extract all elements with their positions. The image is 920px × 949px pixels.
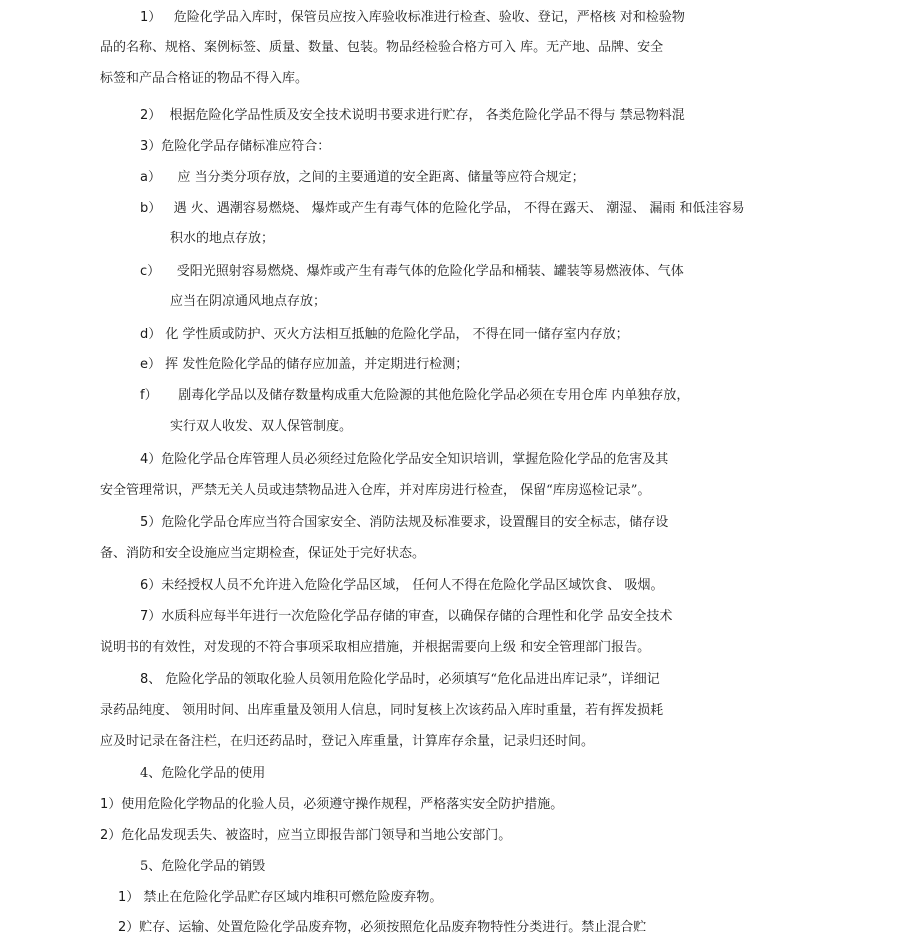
paragraph-3-number: 3）: [140, 139, 162, 154]
paragraph-1-line-3: 标签和产品合格证的物品不得入库。: [100, 71, 309, 86]
item-d-mark: d）: [140, 327, 162, 342]
paragraph-1-line-2: 品的名称、规格、案例标签、质量、数量、包装。物品经检验合格方可入 库。无产地、品牌、安全: [100, 40, 664, 55]
paragraph-7-number: 7）: [140, 609, 162, 624]
section-5-item-2-number: 2）: [118, 920, 140, 935]
paragraph-2-text: 根据危险化学品性质及安全技术说明书要求进行贮存， 各类危险化学品不得与 禁忌物料混: [169, 108, 685, 123]
section-4-item-2-number: 2）: [100, 828, 122, 843]
paragraph-1-number: 1）: [140, 10, 162, 25]
paragraph-3-text: 危险化学品存储标准应符合：: [161, 139, 331, 154]
paragraph-8-line-2: 录药品纯度、 领用时间、出库重量及领用人信息，同时复核上次该药品入库时重量，若有挥发损耗: [100, 703, 664, 718]
section-4-item-2: [100, 827, 511, 845]
item-f-line-2: 实行双人收发、双人保管制度。: [170, 419, 353, 434]
item-c-text: 受阳光照射容易燃烧、爆炸或产生有毒气体的危险化学品和桶装、罐装等易燃液体、气体: [176, 264, 684, 279]
section-5-item-1: [118, 889, 442, 907]
paragraph-5-number: 5）: [140, 515, 162, 530]
item-e: [140, 356, 468, 374]
paragraph-7-line-2: 说明书的有效性，对发现的不符合事项采取相应措施，并根据需要向上级 和安全管理部门报告。: [100, 640, 651, 655]
section-4-item-1-number: 1）: [100, 797, 122, 812]
section-5-item-2: [118, 919, 646, 937]
section-4-item-1: [100, 796, 563, 814]
item-f: [140, 387, 689, 405]
item-b-line-2: 积水的地点存放；: [170, 231, 275, 246]
paragraph-4-number: 4）: [140, 452, 162, 467]
paragraph-5-text: 危险化学品仓库应当符合国家安全、消防法规及标准要求，设置醒目的安全标志，储存设: [161, 515, 669, 530]
section-5-item-2-text: 贮存、运输、处置危险化学品废弃物，必须按照危化品废弃物特性分类进行。禁止混合贮: [139, 920, 647, 935]
item-e-text: 挥 发性危险化学品的储存应加盖，并定期进行检测；: [165, 357, 469, 372]
section-5-heading: 5、危险化学品的销毁: [140, 859, 266, 874]
paragraph-8-line-1: [140, 671, 660, 689]
item-e-mark: e）: [140, 357, 161, 372]
item-c-mark: c）: [140, 264, 161, 279]
section-4-heading: 4、危险化学品的使用: [140, 766, 266, 781]
paragraph-4-line-2: 安全管理常识，严禁无关人员或违禁物品进入仓库，并对库房进行检查， 保留“库房巡检记录”。: [100, 483, 651, 498]
paragraph-5-line-2: 备、消防和安全设施应当定期检查，保证处于完好状态。: [100, 546, 426, 561]
section-5-item-1-text: 禁止在危险化学品贮存区域内堆积可燃危险废弃物。: [143, 890, 443, 905]
paragraph-4-line-1: [140, 451, 668, 469]
paragraph-4-text: 危险化学品仓库管理人员必须经过危险化学品安全知识培训，掌握危险化学品的危害及其: [161, 452, 669, 467]
paragraph-7-line-1: [140, 608, 672, 626]
section-4-item-1-text: 使用危险化学物品的化验人员，必须遵守操作规程，严格落实安全防护措施。: [121, 797, 564, 812]
item-c: [140, 263, 684, 281]
paragraph-8-line-3: 应及时记录在备注栏，在归还药品时，登记入库重量，计算库存余量，记录归还时间。: [100, 734, 595, 749]
item-a-text: 应 当分类分项存放，之间的主要通道的安全距离、储量等应符合规定；: [177, 170, 585, 185]
paragraph-1-line-1: [140, 9, 685, 27]
paragraph-8-number: 8、: [140, 672, 162, 687]
item-a-mark: a）: [140, 170, 161, 185]
paragraph-6-line-1: [140, 577, 664, 595]
paragraph-6-text: 未经授权人员不允许进入危险化学品区域， 任何人不得在危险化学品区域饮食、 吸烟。: [161, 578, 664, 593]
item-a: [140, 169, 585, 187]
item-d: [140, 326, 629, 344]
paragraph-1-text: 危险化学品入库时，保管员应按入库验收标准进行检查、验收、登记，严格核 对和检验物: [173, 10, 685, 25]
section-4-item-2-text: 危化品发现丢失、被盗时，应当立即报告部门领导和当地公安部门。: [121, 828, 512, 843]
item-b-text: 遇 火、遇潮容易燃烧、 爆炸或产生有毒气体的危险化学品， 不得在露天、 潮湿、 漏雨 和低洼容易: [173, 201, 745, 216]
paragraph-2-line-1: [140, 107, 685, 125]
item-b-mark: b）: [140, 201, 162, 216]
item-b: [140, 200, 744, 218]
paragraph-3-line-1: [140, 138, 330, 156]
item-d-text: 化 学性质或防护、灭火方法相互抵触的危险化学品， 不得在同一储存室内存放；: [165, 327, 629, 342]
item-f-mark: f）: [140, 388, 158, 403]
paragraph-5-line-1: [140, 514, 668, 532]
paragraph-6-number: 6）: [140, 578, 162, 593]
item-f-text: 剧毒化学品以及储存数量构成重大危险源的其他危险化学品必须在专用仓库 内单独存放，: [178, 388, 690, 403]
paragraph-2-number: 2）: [140, 108, 162, 123]
item-c-line-2: 应当在阴凉通风地点存放；: [170, 294, 327, 309]
paragraph-8-text: 危险化学品的领取化验人员领用危险化学品时，必须填写“危化品进出库记录”，详细记: [165, 672, 660, 687]
paragraph-7-text: 水质科应每半年进行一次危险化学品存储的审查，以确保存储的合理性和化学 品安全技术: [161, 609, 673, 624]
section-5-item-1-number: 1）: [118, 890, 140, 905]
